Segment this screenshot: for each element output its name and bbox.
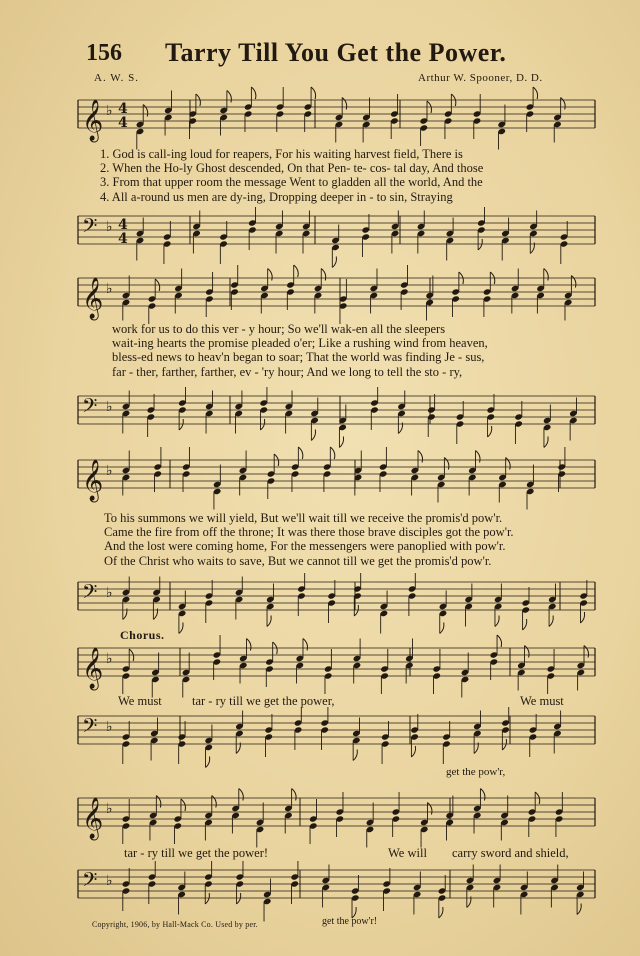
svg-text:♭: ♭ [106, 219, 113, 235]
lyricist-credit: A. W. S. [94, 72, 139, 84]
chorus-bass-staff-1 [0, 708, 640, 768]
verse-lyrics-system-3 [104, 511, 604, 568]
chorus-words-2c: carry sword and shield, [452, 846, 569, 860]
svg-text:4: 4 [118, 217, 128, 233]
verse-2-line: wait-ing hearts the promise pleaded o'er; Like a rushing wind from heaven, [112, 336, 488, 351]
svg-text:𝄞: 𝄞 [82, 460, 104, 501]
bass-staff-1 [0, 208, 640, 268]
chorus-bass-staff-2 [0, 862, 640, 922]
verse-1-line: To his summons we will yield, But we'll wait till we receive the promis'd pow'r. [104, 511, 503, 525]
bass-staff-3 [0, 574, 640, 634]
treble-staff-3 [0, 452, 640, 512]
svg-text:♭: ♭ [106, 801, 113, 817]
chorus-bass-echo-1: get the pow'r, [446, 766, 506, 778]
chorus-words-1b: We must [520, 694, 564, 708]
svg-text:𝄞: 𝄞 [82, 100, 104, 141]
bass-staff-2 [0, 388, 640, 448]
verse-4-line: far - ther, farther, farther, ev - 'ry hour; And we long to tell the sto - ry, [112, 364, 463, 379]
svg-text:4: 4 [118, 101, 128, 117]
composer-credit: Arthur W. Spooner, D. D. [418, 72, 543, 84]
verse-2-line: Came the fire from off the throne; It was there those brave disciples got the pow'r. [104, 525, 514, 540]
svg-text:♭: ♭ [106, 651, 113, 667]
copyright-notice: Copyright, 1906, by Hall-Mack Co. Used by per. [92, 920, 258, 929]
verse-lyrics-system-2 [112, 322, 612, 379]
svg-text:4: 4 [118, 115, 128, 131]
chorus-pickup-words-1: We must [118, 694, 162, 708]
verse-1-line: 1. God is call-ing loud for reapers, For his waiting harvest field, There is [100, 147, 463, 161]
chorus-words-1: tar - ry till we get the power, [192, 694, 335, 708]
hymn-number: 156 [86, 40, 122, 66]
svg-text:♭: ♭ [106, 103, 113, 119]
chorus-treble-staff-2 [0, 790, 640, 850]
treble-staff-1 [0, 92, 640, 152]
svg-text:♭: ♭ [106, 719, 113, 735]
verse-3-line: And the lost were coming home, For the messengers were panoplied with pow'r. [104, 539, 506, 554]
svg-text:𝄢: 𝄢 [82, 394, 98, 422]
treble-staff-2 [0, 270, 640, 330]
svg-text:♭: ♭ [106, 585, 113, 601]
hymn-title: Tarry Till You Get the Power. [165, 38, 507, 67]
svg-text:♭: ♭ [106, 399, 113, 415]
verse-3-line: 3. From that upper room the message Went to gladden all the world, And the [100, 175, 483, 190]
verse-1-line: work for us to do this ver - y hour; So we'll wak-en all the sleepers [112, 322, 446, 336]
svg-text:♭: ♭ [106, 873, 113, 889]
verse-lyrics-system-1 [100, 147, 600, 204]
chorus-words-2: tar - ry till we get the power! [124, 846, 269, 860]
svg-text:♭: ♭ [106, 463, 113, 479]
svg-text:𝄞: 𝄞 [82, 798, 104, 839]
svg-text:𝄞: 𝄞 [82, 648, 104, 689]
svg-text:𝄢: 𝄢 [82, 868, 98, 896]
verse-3-line: bless-ed news to heav'n began to soar; That the world was finding Je - sus, [112, 350, 485, 365]
svg-text:𝄢: 𝄢 [82, 580, 98, 608]
chorus-words-2b: We will [388, 846, 427, 860]
svg-text:♭: ♭ [106, 281, 113, 297]
svg-text:𝄞: 𝄞 [82, 278, 104, 319]
verse-4-line: Of the Christ who waits to save, But we cannot till we get the promis'd pow'r. [104, 553, 492, 568]
chorus-bass-echo-2: get the pow'r! [322, 916, 378, 927]
verse-2-line: 2. When the Ho-ly Ghost descended, On that Pen- te- cos- tal day, And those [100, 161, 484, 176]
svg-text:4: 4 [118, 231, 128, 247]
verse-4-line: 4. All a-round us men are dy-ing, Dropping deeper in - to sin, Straying [100, 189, 453, 204]
svg-text:𝄢: 𝄢 [82, 214, 98, 242]
chorus-treble-staff-1 [0, 640, 640, 700]
chorus-label: Chorus. [120, 628, 165, 642]
svg-text:𝄢: 𝄢 [82, 714, 98, 742]
